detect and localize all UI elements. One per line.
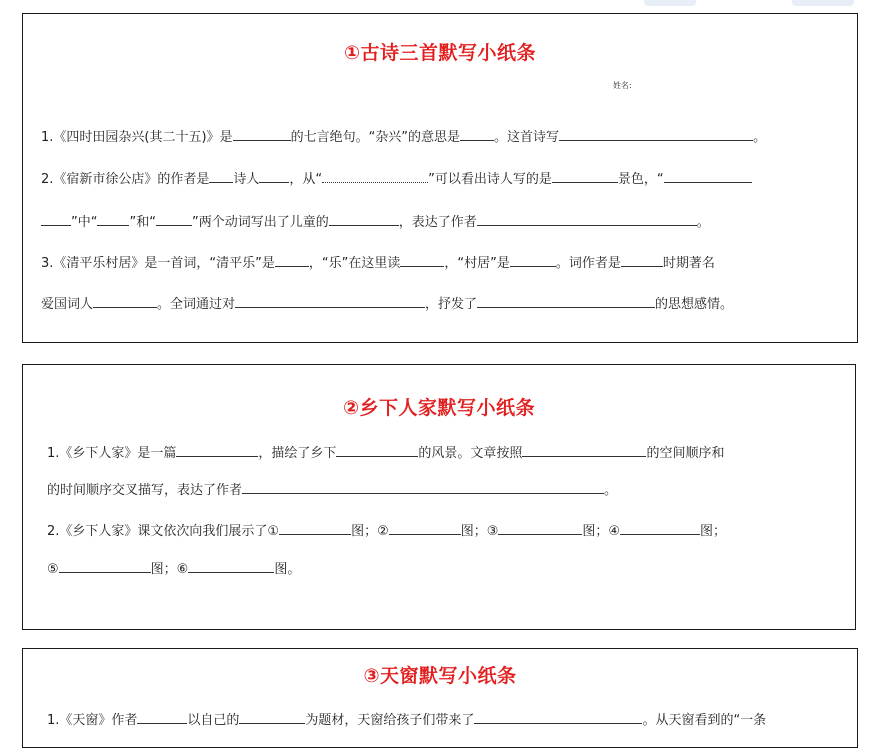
answer-blank[interactable] — [233, 127, 291, 141]
card-title: ②乡下人家默写小纸条 — [342, 397, 536, 419]
answer-blank[interactable] — [93, 294, 157, 308]
answer-blank[interactable] — [621, 253, 663, 267]
dictation-card-poems — [22, 13, 858, 343]
answer-blank[interactable] — [235, 294, 425, 308]
answer-blank[interactable] — [498, 521, 582, 535]
answer-blank[interactable] — [322, 169, 428, 183]
answer-blank[interactable] — [97, 212, 129, 226]
answer-blank[interactable] — [275, 253, 309, 267]
answer-blank[interactable] — [559, 127, 753, 141]
answer-blank[interactable] — [176, 443, 258, 457]
question-3-continued: 爱国词人 。全词通过对 ，抒发了 的思想感情。 — [41, 293, 733, 312]
answer-blank[interactable] — [477, 294, 655, 308]
question-3: 3.《清平乐村居》是一首词，“清平乐”是 ，“乐”在这里读 ，“村居”是 。词作者是 时期著名 — [41, 252, 715, 271]
answer-blank[interactable] — [389, 521, 461, 535]
question-1-continued: 的时间顺序交叉描写，表达了作者 。 — [47, 479, 617, 498]
answer-blank[interactable] — [522, 443, 646, 457]
answer-blank[interactable] — [259, 169, 289, 183]
answer-blank[interactable] — [41, 212, 71, 226]
answer-blank[interactable] — [279, 521, 351, 535]
answer-blank[interactable] — [620, 521, 700, 535]
answer-blank[interactable] — [460, 127, 494, 141]
name-label: 姓名: — [613, 81, 632, 90]
answer-blank[interactable] — [477, 212, 697, 226]
question-1: 1.《四时田园杂兴(其二十五)》是 的七言绝句。“杂兴”的意思是 。这首诗写 。 — [41, 126, 766, 145]
answer-blank[interactable] — [156, 212, 192, 226]
question-2-continued: ”中“ ”和“ ”两个动词写出了儿童的 ，表达了作者 。 — [41, 211, 710, 230]
answer-blank[interactable] — [474, 710, 642, 724]
card-title: ①古诗三首默写小纸条 — [343, 42, 537, 64]
answer-blank[interactable] — [137, 710, 187, 724]
question-1: 1.《乡下人家》是一篇 ，描绘了乡下 的风景。文章按照 的空间顺序和 — [47, 442, 724, 461]
dictation-card-skylight — [22, 648, 858, 748]
question-1: 1.《天窗》作者 以自己的 为题材，天窗给孩子们带来了 。从天窗看到的“一条 — [47, 709, 766, 728]
answer-blank[interactable] — [664, 169, 752, 183]
toolbar-button-1[interactable] — [644, 0, 696, 6]
question-2: 2.《乡下人家》课文依次向我们展示了① 图；② 图；③ 图；④ 图； — [47, 520, 726, 539]
answer-blank[interactable] — [188, 559, 274, 573]
question-2-continued: ⑤ 图；⑥ 图。 — [47, 558, 300, 577]
answer-blank[interactable] — [59, 559, 151, 573]
answer-blank[interactable] — [329, 212, 399, 226]
answer-blank[interactable] — [552, 169, 618, 183]
dictation-card-countryside — [22, 364, 856, 630]
question-2: 2.《宿新市徐公店》的作者是 诗人 ，从“ ”可以看出诗人写的是 景色，“ — [41, 168, 752, 187]
answer-blank[interactable] — [242, 480, 604, 494]
answer-blank[interactable] — [239, 710, 305, 724]
toolbar-button-2[interactable] — [792, 0, 854, 6]
card-title: ③天窗默写小纸条 — [363, 665, 517, 687]
answer-blank[interactable] — [400, 253, 444, 267]
answer-blank[interactable] — [336, 443, 418, 457]
answer-blank[interactable] — [510, 253, 556, 267]
answer-blank[interactable] — [209, 169, 233, 183]
